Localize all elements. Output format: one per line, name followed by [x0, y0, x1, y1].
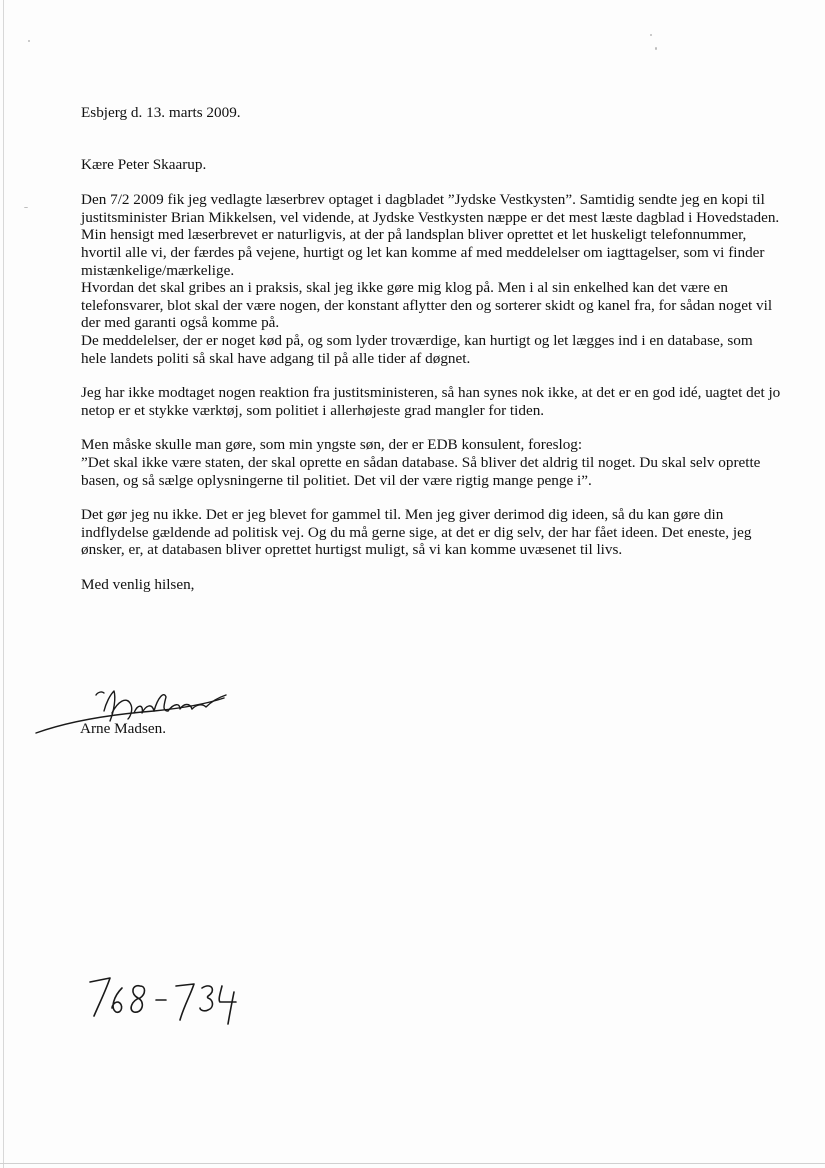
handwritten-reference-note — [88, 972, 238, 1028]
letter-paragraph: ”Det skal ikke være staten, der skal oprette en sådan database. Så bliver det aldrig til noget. Du skal selv oprette basen, og så sælge oplysningerne til politiet. Det vil der være rigtig mange penge i”. — [81, 453, 761, 489]
letter-paragraph: Det gør jeg nu ikke. Det er jeg blevet for gammel til. Men jeg giver derimod dig ideen, så du kan gøre din indflydelse gældende ad politisk vej. Og du må gerne sige, at det er dig selv, der har fået ideen. Det eneste, jeg ønsker, er, at databasen bliver oprettet hurtigst muligt, så vi kan komme uvæsenet til livs. — [81, 506, 752, 559]
scan-edge-left — [3, 0, 4, 1168]
letter-paragraph: Jeg har ikke modtaget nogen reaktion fra justitsministeren, så han synes nok ikke, at det er en god idé, uagtet det jo netop er et stykke værktøj, som politiet i allerhøjeste grad mangler for tiden. — [81, 384, 781, 419]
letter-paragraph: De meddelelser, der er noget kød på, og som lyder troværdige, kan hurtigt og let lægges ind i en database, som hele landets politi så skal have adgang til på alle tider af døgnet. — [81, 331, 753, 367]
scan-speck — [28, 40, 30, 42]
scan-speck — [655, 47, 657, 50]
letter-body — [81, 104, 781, 593]
signature — [34, 683, 264, 743]
scan-edge-bottom — [0, 1163, 825, 1164]
letter-paragraph: Hvordan det skal gribes an i praksis, skal jeg ikke gøre mig klog på. Men i al sin enkelhed kan det være en telefonsvarer, blot skal der være nogen, der konstant aflytter den og sorterer skidt og kanel fra, for sådan noget vil der med garanti også komme på. — [81, 279, 773, 332]
letter-closing: Med venlig hilsen, — [81, 575, 195, 593]
letter-paragraph: Den 7/2 2009 fik jeg vedlagte læserbrev optaget i dagbladet ”Jydske Vestkysten”. Samtidig sendte jeg en kopi til justitsminister Brian Mikkelsen, vel vidende, at Jydske Vestkysten næppe er det mest læste dagblad i Hovedstaden. — [81, 191, 780, 226]
letter-paragraph: Men måske skulle man gøre, som min yngste søn, der er EDB konsulent, foreslog: — [81, 436, 583, 454]
letter-paragraph: Min hensigt med læserbrevet er naturligvis, at der på landsplan bliver oprettet et let huskeligt telefonnummer, hvortil alle vi, der færdes på vejene, hurtigt og let kan komme af med meddelelser om iagttagelser, som vi finder mistænkelige/mærkelige. — [81, 226, 765, 279]
handwritten-note-drawing — [88, 972, 238, 1028]
signature-name: Arne Madsen. — [80, 720, 167, 737]
scan-speck — [650, 34, 652, 36]
letter-salutation: Kære Peter Skaarup. — [81, 155, 207, 173]
scan-speck — [24, 207, 28, 208]
letter-date: Esbjerg d. 13. marts 2009. — [81, 104, 241, 121]
